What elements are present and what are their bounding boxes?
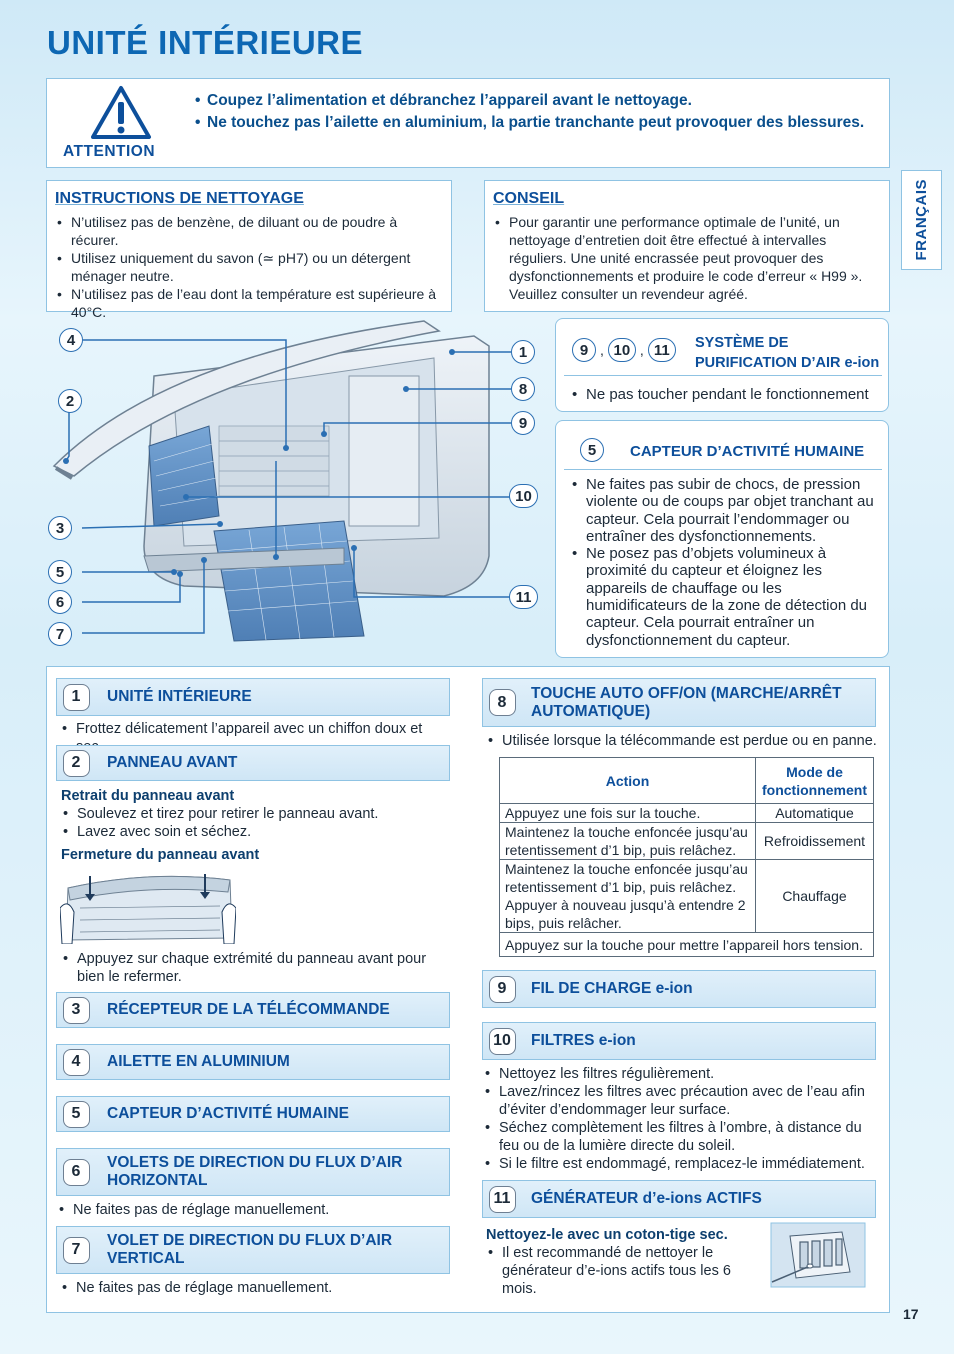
callout-5: 5 [48, 560, 72, 584]
section-10-num: 10 [489, 1028, 516, 1055]
section-7-num: 7 [63, 1237, 90, 1264]
warning-list: • Coupez l’alimentation et débranchez l’appareil avant le nettoyage. • Ne touchez pas l’ailette en aluminium, la partie tranchante peut provoquer des blessures. [195, 90, 875, 134]
section-9-title: FIL DE CHARGE e-ion [531, 980, 693, 997]
section-11-header [482, 1180, 876, 1218]
list-item: • Ne posez pas d’objets volumineux à proximité du capteur et éloignez les appareils de chauffage ou les humidificateurs de la zone de détection du capteur. Cela pourrait entraîner un dysfonctionnement du capteur. [570, 545, 886, 649]
sensor-box [555, 420, 889, 658]
eion-num: 11 [648, 338, 676, 362]
eion-system-title: SYSTÈME DE PURIFICATION D’AIR e-ion [695, 335, 880, 371]
section-8-title: TOUCHE AUTO OFF/ON (MARCHE/ARRÊT AUTOMATIQUE) [531, 684, 842, 720]
section-4-title: AILETTE EN ALUMINIUM [107, 1053, 290, 1070]
list-item: • Soulevez et tirez pour retirer le panneau avant. [61, 805, 451, 823]
list-item: • Séchez complètement les filtres à l’ombre, à distance du feu ou de la lumière directe du soleil. [483, 1119, 878, 1155]
callout-2: 2 [58, 389, 82, 413]
indoor-unit-diagram [44, 316, 554, 646]
section-10-header [482, 1022, 876, 1060]
section-6-title: VOLETS DE DIRECTION DU FLUX D’AIR HORIZONTAL [107, 1154, 403, 1189]
section-3-header [56, 992, 450, 1028]
section-6-header [56, 1148, 450, 1196]
list-item: • Utilisée lorsque la télécommande est perdue ou en panne. [486, 732, 881, 750]
table-row [500, 933, 874, 957]
list-item: • N’utilisez pas de l’eau dont la température est supérieure à 40°C. [55, 285, 443, 321]
control-panel-shape [349, 376, 419, 526]
table-cell-mode: Automatique [756, 804, 874, 823]
list-item: • Ne faites pas subir de chocs, de pression violente ou de coups par objet tranchant au capteur. Cela pourrait l’endommager ou entraîner des dysfonctionnements. [570, 476, 886, 545]
section-3-num: 3 [63, 997, 90, 1024]
cleaning-instructions-title: INSTRUCTIONS DE NETTOYAGE [55, 190, 304, 207]
section-9-num: 9 [489, 976, 516, 1003]
table-row [500, 860, 874, 933]
hanging-filter-shape [214, 521, 364, 641]
section-9-header [482, 970, 876, 1008]
language-tab-label: FRANÇAIS [913, 179, 930, 261]
auto-button-table [499, 757, 874, 957]
list-item: • Il est recommandé de nettoyer le générateur d’e-ions actifs tous les 6 mois. [486, 1244, 746, 1298]
list-item: • Lavez avec soin et séchez. [61, 823, 451, 841]
list-item: • N’utilisez pas de benzène, de diluant ou de poudre à récurer. [55, 213, 443, 249]
sensor-num: 5 [580, 438, 604, 462]
closing-panel-illustration [60, 868, 236, 944]
section-1-title: UNITÉ INTÉRIEURE [107, 688, 252, 705]
advice-box [484, 180, 890, 312]
list-item: • Si le filtre est endommagé, remplacez-le immédiatement. [483, 1155, 878, 1173]
section-11-subtitle: Nettoyez-le avec un coton-tige sec. [486, 1227, 728, 1243]
table-header-mode: Mode de fonctionnement [756, 758, 874, 804]
warning-box [46, 78, 890, 168]
list-item: • Frottez délicatement l’appareil avec un chiffon doux et [60, 720, 450, 756]
list-item: • Nettoyez les filtres régulièrement. [483, 1065, 878, 1083]
section-7-title: VOLET DE DIRECTION DU FLUX D’AIR VERTICAL [107, 1232, 393, 1267]
table-row [500, 823, 874, 860]
section-4-header [56, 1044, 450, 1080]
eion-system-list [570, 386, 880, 404]
eion-num: 10 [608, 338, 636, 362]
table-cell-mode: Refroidissement [756, 823, 874, 860]
remove-panel-title: Retrait du panneau avant [61, 788, 235, 804]
cleaning-instructions-box [46, 180, 452, 320]
cleaning-instructions-list [55, 213, 443, 321]
section-5-header [56, 1096, 450, 1132]
section-10-list [483, 1065, 878, 1173]
advice-title: CONSEIL [493, 190, 565, 207]
section-8-header [482, 678, 876, 727]
section-2-close-list [61, 950, 451, 986]
advice-list [493, 213, 881, 303]
callout-9: 9 [511, 411, 535, 435]
warning-item: Coupez l’alimentation et débranchez l’appareil avant le nettoyage. [207, 92, 692, 109]
callout-6: 6 [48, 590, 72, 614]
section-5-num: 5 [63, 1101, 90, 1128]
section-8-list [486, 732, 881, 750]
section-11-num: 11 [489, 1186, 516, 1213]
section-8-num: 8 [489, 689, 516, 716]
eion-sep: , [639, 342, 644, 358]
section-1-num: 1 [63, 684, 90, 711]
section-7-list [60, 1279, 450, 1297]
page-number: 17 [903, 1306, 919, 1322]
list-item: • Pour garantir une performance optimale de l’unité, un nettoyage d’entretien doit être effectué à intervalles réguliers. Une unité encrassée peut provoquer des dysfonctionnements et produire le code d’erreur « H99 ». Veuillez consulter un revendeur agréé. [493, 213, 881, 303]
section-7-header [56, 1226, 450, 1274]
section-2-num: 2 [63, 750, 90, 777]
list-item: • Appuyez sur chaque extrémité du panneau avant pour bien le refermer. [61, 950, 451, 986]
callout-7: 7 [48, 622, 72, 646]
section-5-title: CAPTEUR D’ACTIVITÉ HUMAINE [107, 1105, 349, 1122]
callout-4: 4 [59, 328, 83, 352]
callout-1: 1 [511, 340, 535, 364]
table-row [500, 804, 874, 823]
section-2-header [56, 745, 450, 781]
section-10-title: FILTRES e-ion [531, 1032, 636, 1049]
section-6-num: 6 [63, 1159, 90, 1186]
table-header-action: Action [500, 758, 756, 804]
section-2-body [61, 787, 451, 864]
section-1-header [56, 678, 450, 716]
sensor-title: CAPTEUR D’ACTIVITÉ HUMAINE [630, 443, 865, 460]
close-panel-title: Fermeture du panneau avant [61, 847, 260, 863]
callout-10: 10 [509, 484, 538, 508]
list-item: • Utilisez uniquement du savon (≃ pH7) ou un détergent ménager neutre. [55, 249, 443, 285]
eion-num: 9 [572, 338, 596, 362]
eion-sep: , [600, 342, 604, 358]
language-tab [901, 170, 942, 270]
table-cell-action: Maintenez la touche enfoncée jusqu’au retentissement d’1 bip, puis relâchez. Appuyer à nouveau jusqu’à entendre 2 bips, puis relâcher. [500, 860, 756, 933]
callout-8: 8 [511, 377, 535, 401]
list-item: • Ne faites pas de réglage manuellement. [57, 1201, 447, 1219]
list-item: • Lavez/rincez les filtres avec précaution avec de l’eau afin d’éviter d’endommager leur surface. [483, 1083, 878, 1119]
warning-triangle-icon [90, 85, 152, 140]
warning-item: Ne touchez pas l’ailette en aluminium, la partie tranchante peut provoquer des blessures. [207, 114, 865, 131]
list-item: • Ne pas toucher pendant le fonctionnement [570, 386, 880, 404]
page-title: UNITÉ INTÉRIEURE [47, 24, 364, 61]
callout-3: 3 [48, 516, 72, 540]
table-cell-action: Appuyez une fois sur la touche. [500, 804, 756, 823]
section-11-title: GÉNÉRATEUR d’e-ions ACTIFS [531, 1190, 762, 1207]
table-footer-cell: Appuyez sur la touche pour mettre l’appareil hors tension. [500, 933, 874, 957]
sensor-list [570, 476, 886, 649]
section-4-num: 4 [63, 1049, 90, 1076]
section-2-title: PANNEAU AVANT [107, 754, 238, 771]
callout-11: 11 [509, 585, 538, 609]
list-item: • Ne faites pas de réglage manuellement. [60, 1279, 450, 1297]
section-6-list [57, 1201, 447, 1219]
table-cell-mode: Chauffage [756, 860, 874, 933]
table-cell-action: Maintenez la touche enfoncée jusqu’au retentissement d’1 bip, puis relâchez. [500, 823, 756, 860]
eion-generator-illustration [770, 1222, 866, 1288]
section-11-body [486, 1226, 756, 1298]
section-3-title: RÉCEPTEUR DE LA TÉLÉCOMMANDE [107, 1001, 390, 1018]
eion-system-box [555, 318, 889, 412]
warning-label: ATTENTION [63, 143, 156, 160]
aluminium-fin-shape [219, 426, 329, 496]
